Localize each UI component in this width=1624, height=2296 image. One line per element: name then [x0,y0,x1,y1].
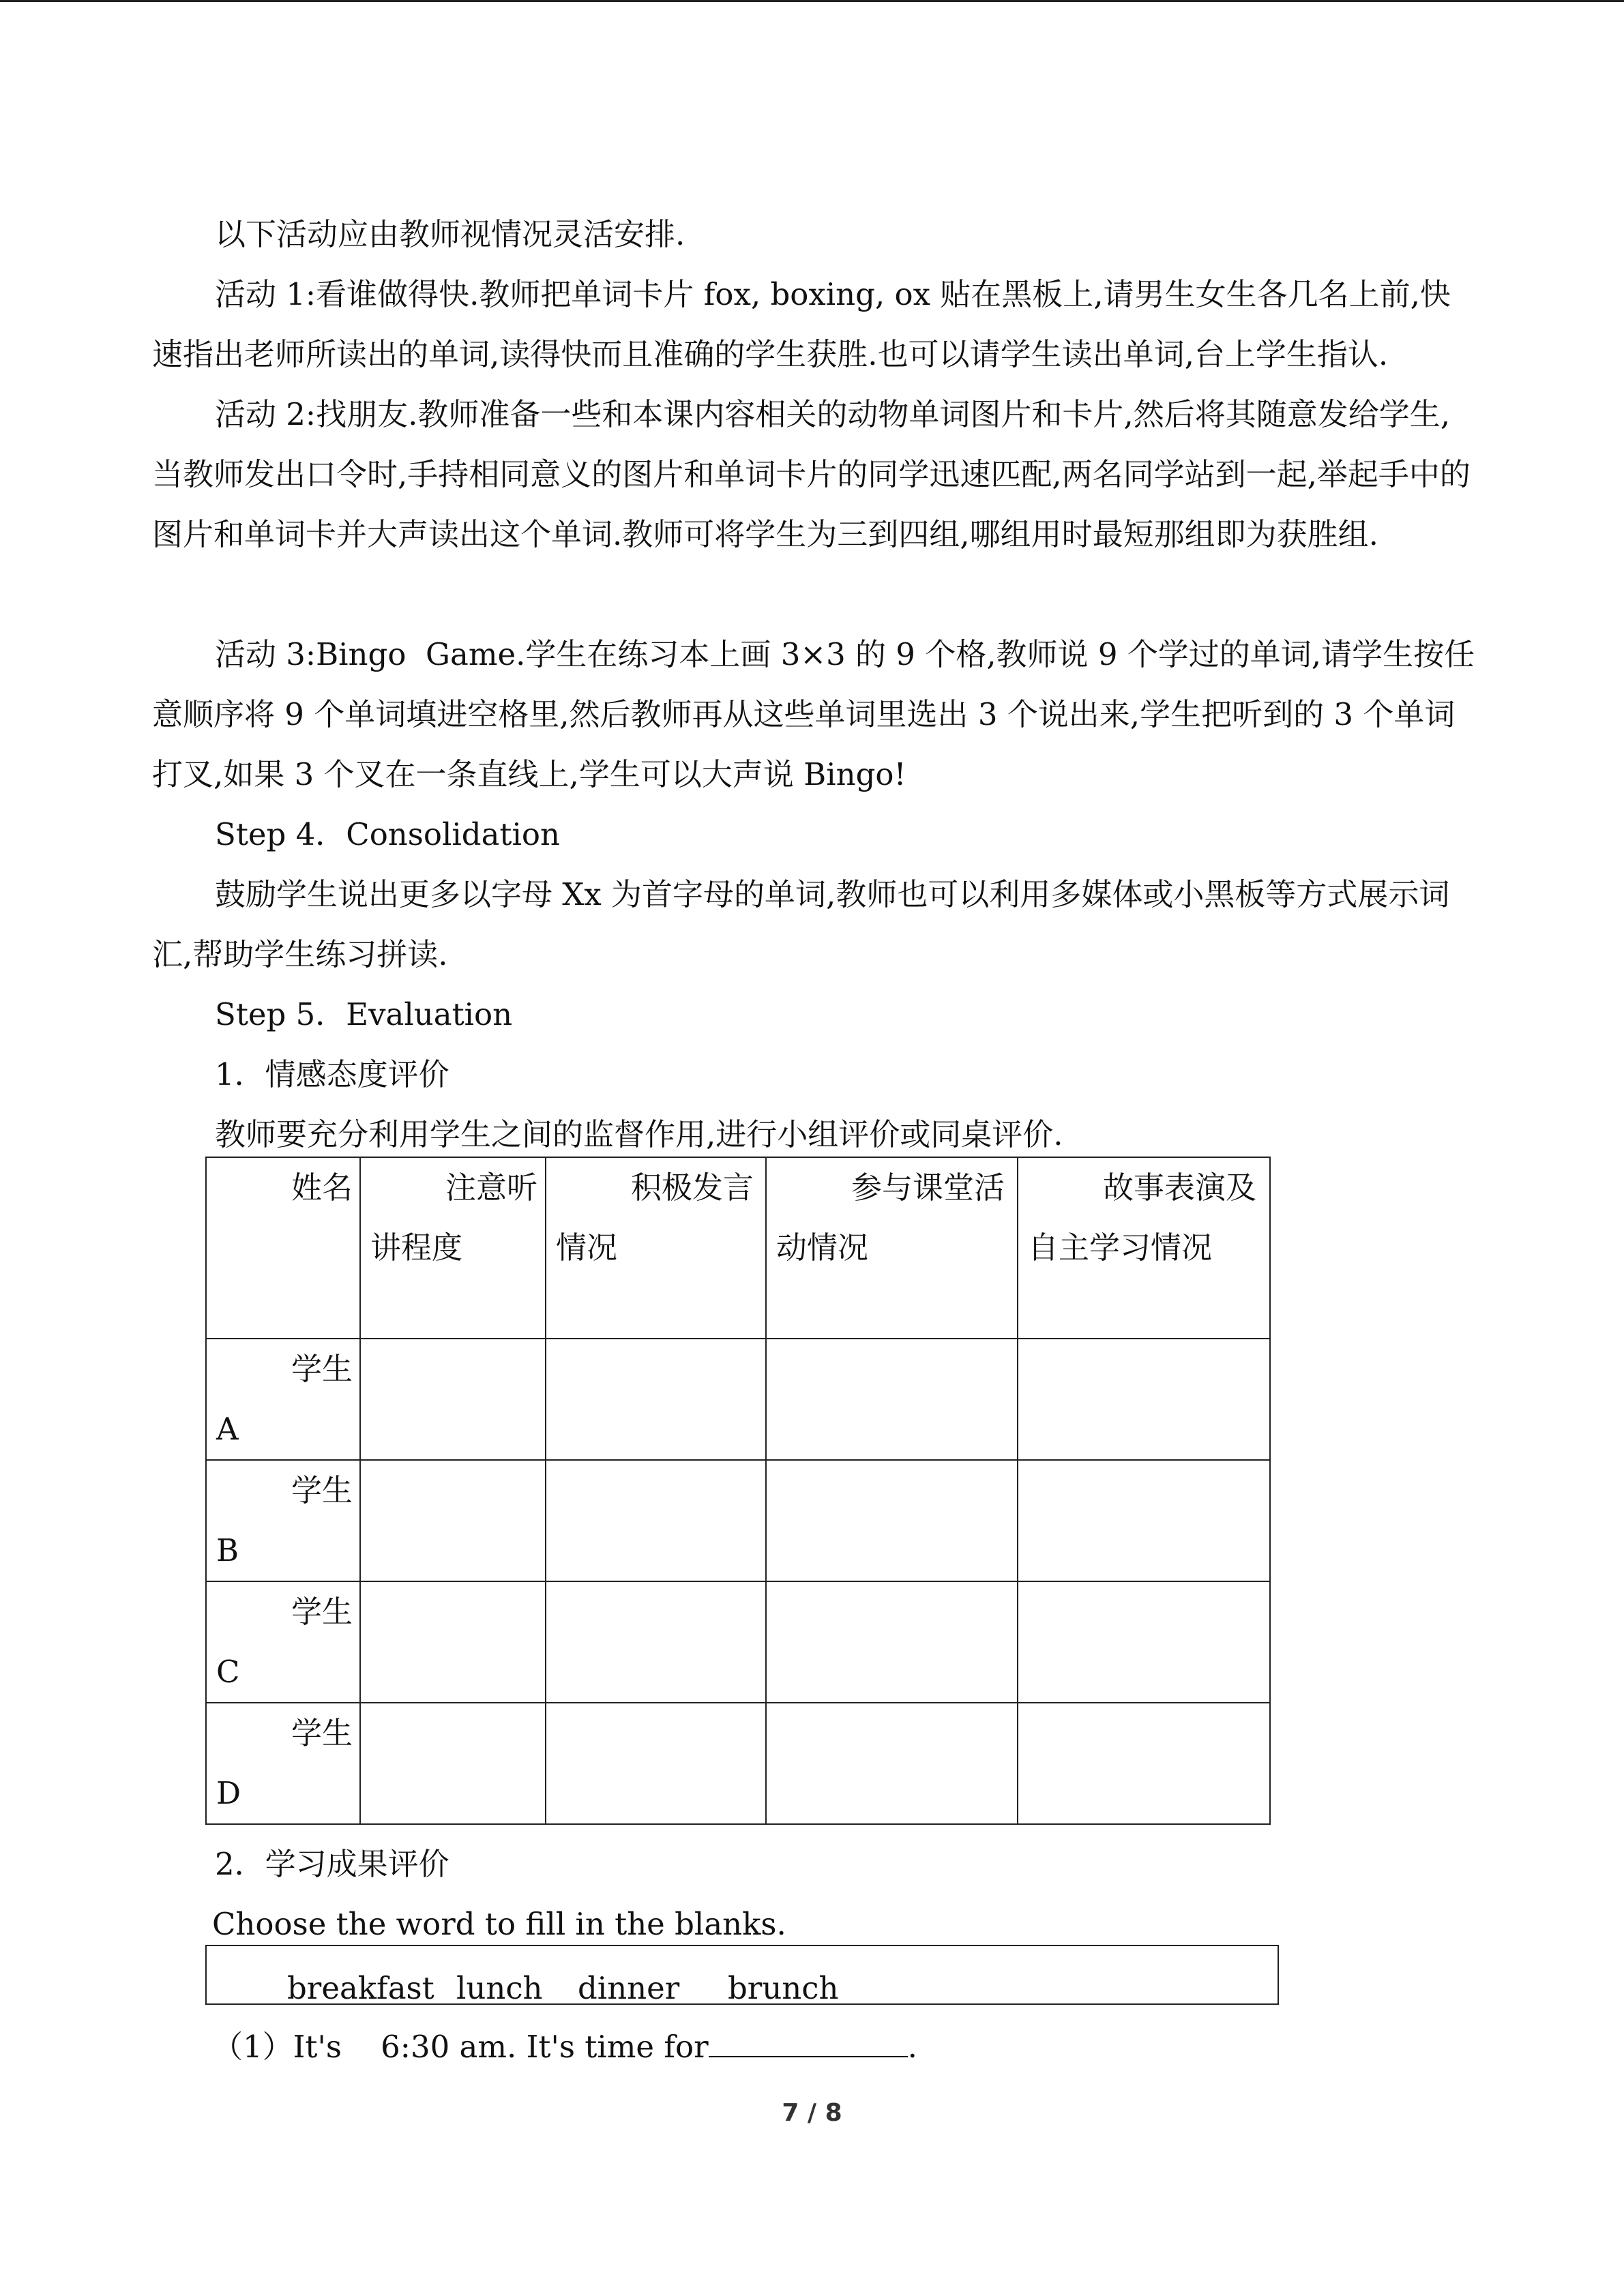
rating-cell [546,1460,766,1581]
section-1-text: 教师要充分利用学生之间的监督作用,进行小组评价或同桌评价. [215,1116,1063,1152]
student-name-cell: 学生 C [206,1581,360,1703]
rating-cell [1018,1703,1270,1824]
rating-cell [360,1581,546,1703]
rating-cell [360,1339,546,1460]
page-number: 7 / 8 [782,2099,842,2127]
table-header-row [206,1157,1270,1339]
student-name-cell: 学生 A [206,1339,360,1460]
table-row [206,1581,1270,1703]
step-5-heading: Step 5．Evaluation [215,996,513,1032]
question-1 [212,2017,917,2077]
activity-3-paragraph: 活动 3:Bingo Game.学生在练习本上画 3×3 的 9 个格,教师说 9 个学过的单词,请学生按任意顺序将 9 个单词填进空格里,然后教师再从这些单词里选出 3 个说出来,学生把听到的 3 个单词打叉,如果 3 个叉在一条直线上,学生可以大声说 Bingo! [152,636,1475,792]
instruction-text: Choose the word to fill in the blanks. [212,1906,786,1942]
header-cell-attention: 注意听讲程度 [360,1157,546,1339]
table-row [206,1460,1270,1581]
rating-cell [1018,1339,1270,1460]
rating-cell [546,1339,766,1460]
step-4-heading: Step 4．Consolidation [215,816,560,852]
word-option: brunch [728,1970,839,2006]
section-2-heading: 2．学习成果评价 [215,1846,449,1882]
top-border [0,0,1624,2]
header-cell-name: 姓名 [206,1157,360,1339]
word-option: lunch [456,1970,543,2006]
question-1-end: . [907,2029,917,2065]
header-cell-speaking: 积极发言情况 [546,1157,766,1339]
rating-cell [546,1703,766,1824]
rating-cell [1018,1460,1270,1581]
intro-paragraph: 以下活动应由教师视情况灵活安排. [215,216,685,252]
word-bank-box [205,1945,1279,2005]
consolidation-paragraph: 鼓励学生说出更多以字母 Xx 为首字母的单词,教师也可以利用多媒体或小黑板等方式展示词汇,帮助学生练习拼读. [152,876,1450,972]
header-cell-participation: 参与课堂活动情况 [766,1157,1018,1339]
student-name-cell: 学生 B [206,1460,360,1581]
rating-cell [360,1703,546,1824]
word-option: breakfast [287,1970,434,2006]
rating-cell [766,1339,1018,1460]
answer-blank[interactable] [709,2021,908,2057]
evaluation-table [205,1157,1271,1825]
question-1-text: （1）It's 6:30 am. It's time for [212,2029,709,2065]
activity-2-paragraph: 活动 2:找朋友.教师准备一些和本课内容相关的动物单词图片和卡片,然后将其随意发给学生,当教师发出口令时,手持相同意义的图片和单词卡片的同学迅速匹配,两名同学站到一起,举起手中的图片和单词卡并大声读出这个单词.教师可将学生为三到四组,哪组用时最短那组即为获胜组. [152,396,1471,552]
rating-cell [360,1460,546,1581]
header-cell-performance: 故事表演及自主学习情况 [1018,1157,1270,1339]
table-row [206,1339,1270,1460]
student-name-cell: 学生 D [206,1703,360,1824]
rating-cell [766,1460,1018,1581]
rating-cell [546,1581,766,1703]
rating-cell [1018,1581,1270,1703]
rating-cell [766,1581,1018,1703]
table-row [206,1703,1270,1824]
section-1-heading: 1．情感态度评价 [215,1056,449,1092]
word-option: dinner [578,1970,680,2006]
activity-1-paragraph: 活动 1:看谁做得快.教师把单词卡片 fox, boxing, ox 贴在黑板上,请男生女生各几名上前,快速指出老师所读出的单词,读得快而且准确的学生获胜.也可以请学生读出单词,台上学生指认. [152,276,1451,372]
rating-cell [766,1703,1018,1824]
